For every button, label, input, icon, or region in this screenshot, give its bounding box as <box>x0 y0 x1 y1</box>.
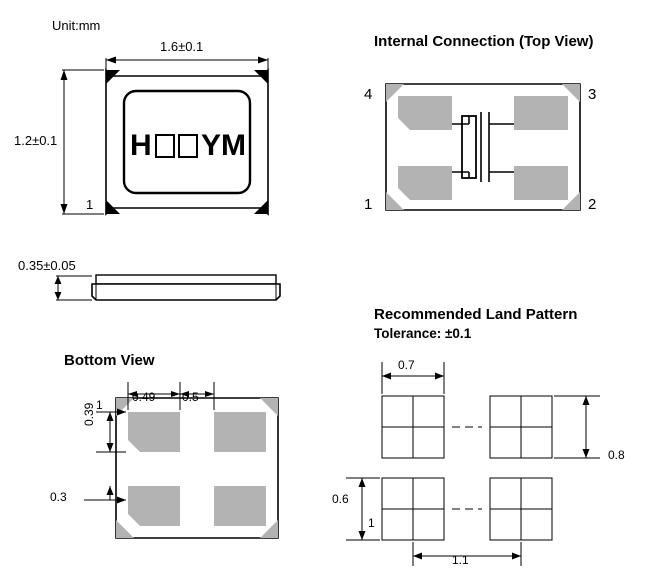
bottom-view-pin1-label: 1 <box>96 398 103 412</box>
land-pad-height-right-dim: 0.8 <box>608 448 625 462</box>
top-view-pin1-label: 1 <box>86 197 94 212</box>
bottom-pad-gap-dim: 0.5 <box>182 390 199 404</box>
bottom-edge-offset-dim: 0.3 <box>50 490 67 504</box>
unit-label: Unit:mm <box>52 18 101 33</box>
marking-char-h: H <box>130 129 152 162</box>
internal-pin-4: 4 <box>364 86 373 103</box>
top-view-height-dim: 1.2±0.1 <box>14 133 58 148</box>
marking-chars-ym: YM <box>200 129 246 162</box>
land-pattern-pin1-label: 1 <box>368 516 375 530</box>
land-pattern-tolerance: Tolerance: ±0.1 <box>374 326 472 341</box>
marking-box-1 <box>155 134 175 158</box>
land-pad-height-left-dim: 0.6 <box>332 492 349 506</box>
bottom-pad-width-dim: 0.49 <box>132 390 156 404</box>
bottom-view-title: Bottom View <box>64 352 155 369</box>
marking-box-2 <box>178 134 198 158</box>
internal-connection-title: Internal Connection (Top View) <box>374 33 594 50</box>
land-pattern-title: Recommended Land Pattern <box>374 306 578 323</box>
internal-pin-1: 1 <box>364 196 373 213</box>
land-pad-width-dim: 0.7 <box>398 358 415 372</box>
package-marking <box>130 126 246 166</box>
internal-pin-2: 2 <box>588 196 597 213</box>
internal-pin-3: 3 <box>588 86 597 103</box>
top-view-width-dim: 1.6±0.1 <box>160 39 204 54</box>
land-overall-width-dim: 1.1 <box>452 553 469 567</box>
bottom-pad-height-dim: 0.39 <box>82 402 96 426</box>
side-view-thickness-dim: 0.35±0.05 <box>18 258 76 273</box>
